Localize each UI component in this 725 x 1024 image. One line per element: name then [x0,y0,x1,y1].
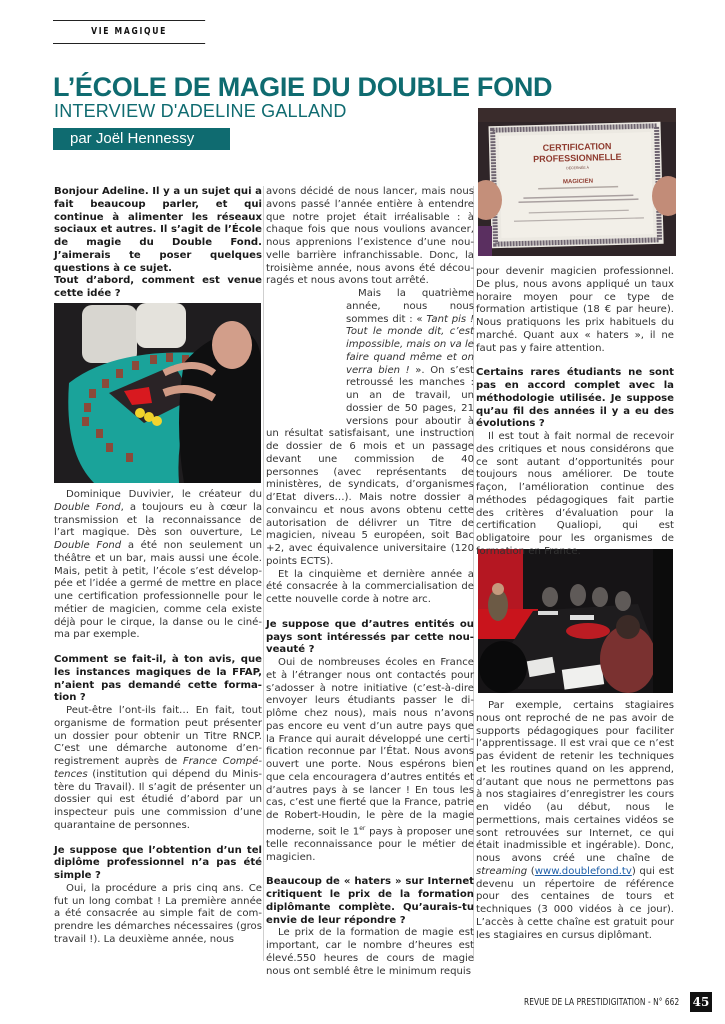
question-methodology: Certains rares étudiants ne sont pas en accord complet avec la méthodologie utilisée. Je suppose qu’au fil des années il y a eu des évolutions ? [476,367,674,430]
text-run: ( [527,865,535,877]
question-ffap: Comment se fait-il, à ton avis, que les instances magiques de la FFAP, n’aient pas demandé cette formation ? [54,654,262,704]
question-intro: Bonjour Adeline. Il y a un sujet qui a fait beaucoup parler, et qui continue à alimenter les réseaux sociaux et autres. Il s’agit de l’École de magie du Double Fond. J’aimerais te poser quelques questions à ce sujet. [54,186,262,274]
answer-diploma-part1: Oui, la procédure a pris cinq ans. Ce fut un long combat ! La première année a été consacrée au simple fait de comprendre les démarches nécessaires (gros travail !). La deuxième année, nous [54,882,262,945]
answer-haters-part2: pour devenir magicien professionnel. De plus, nous avons appliqué un taux horaire moyen pour ce type de formation artistique (18 € par heure). Nous pratiquons les prix habituels du marché. Quant aux « haters », il ne faut pas y faire attention. [476,266,674,354]
text-run: (institution qui dépend du Ministère du Travail). Il s’agit de présenter un dossier qui est étudié d’abord par un inspecteur puis une commission d’une quarantaine de personnes. [54,768,262,831]
column-3-body-bottom [476,700,674,942]
classroom-illustration [478,549,673,693]
answer-diploma-part2: avons décidé de nous lancer, mais nous avons passé l’année entière à entendre que notre projet était irréalisable : à chaque fois que nous voulions avancer, nous apprenions l’existence d’une nouvelle barrière infranchissable. Donc, la troisième année, nous avons été découragés et nous avons tout arrêté. [266,186,474,287]
text-run: ». On s’est retroussé les manches : un an de travail, un dossier de 50 pages, 21 versions pour aboutir à un résultat satisfaisant, une instruction de dossier de 6 mois et un passage devant une commission de 40 personnes (avec représentants de ministères, de syndicats, d’organismes d’Etat divers…). Mais notre dossier a convaincu et nous avons obtenu cette autorisation de délivrer un Titre de magicien, niveau 5 européen, soit Bac +2, avec équivalence universitaire (120 points ECTS). [266,364,474,567]
section-tag: VIE MAGIQUE [53,20,205,44]
cert-line-3: DÉCERNÉE À [566,165,590,171]
text-run: Oui de nombreuses écoles en France et à l’étranger nous ont contactés pour s’adosser à notre initiative (c’est-à-dire envoyer leurs étudiants passer le diplôme chez nous), mais nous n’avons pas encore eu vent d’un autre pays que la France qui aurait développé une certification reconnue par l’État. Nous avons ouvert une porte. Nous espérons bien que cela encouragera d’autres entités et d’autres pays à se lancer ! En tous les cas, c’est une fierté que la France, patrie de Robert-Houdin, le père de la magie moderne, soit le 1 [266,657,474,838]
publication-footer: REVUE DE LA PRESTIDIGITATION - N° 662 [524,997,680,1008]
column-divider [263,186,264,961]
answer-methodology-example [476,700,674,942]
text-run: pays à proposer une telle reconnaissance pour le métier de magicien. [266,826,475,863]
text-run-italic: Double Fond [54,540,122,551]
answer-origin [54,489,262,642]
text-run-italic: Tant pis ! Tout le monde dit, c’est impossible, mais on va le faire quand même et on verra bien ! [346,313,474,376]
text-run: Dominique Duvivier, le créateur du [66,489,262,500]
answer-methodology: Il est tout à fait normal de recevoir des critiques et nous considérons que ce sont autant d’opportunités pour toujours nous améliorer. De toute façon, l’amélioration continue des méthodes pédagogiques fait partie des critères d’évaluation pour la certification Qualiopi, qui est obligatoire pour les organismes de formation en France. [476,431,674,557]
column-3-body-top [476,266,674,559]
text-run: Peut-être l’ont-ils fait… En fait, tout organisme de formation peut présenter un dossier pour obtenir un Titre RNCP. C’est une démarche autonome d’enregistrement auprès de [54,705,262,767]
text-run-italic: Double Fond [54,501,121,513]
text-run: Mais la quatrième année, nous nous sommes dit : « [346,288,474,325]
page-number: 45 [690,992,712,1012]
author-byline: par Joël Hennessy [53,128,230,150]
text-run: a été non seulement un théâtre et un bar, mais aussi une école. Mais, petit à petit, l’école s’est développée et l’idée a germé de mettre en place une certification professionnelle pour le métier de magicien, comme cela existe déjà pour le cirque, la danse ou le cinéma par exemple. [54,540,262,641]
column-2-body [266,186,474,978]
text-run: , a toujours eu à cœur la transmission et la reconnaissance de l’art magique. Dès son ouverture, Le [54,501,263,539]
superscript: er [359,824,366,832]
question-diploma: Je suppose que l’obtention d’un tel diplôme professionnel n’a pas été simple ? [54,844,262,881]
cert-line-2: PROFESSIONNELLE [532,151,622,165]
certificate-illustration [478,108,676,256]
question-origin: Tout d’abord, comment est venue cette idée ? [54,275,262,299]
answer-haters-part1: Le prix de la formation de magie est important, car le nombre d’heures est élevé.550 heures de cours de magie nous ont semblé être le minimum requis [266,927,474,977]
cert-line-1: CERTIFICATION [542,141,612,153]
image-wrap-spacer [266,288,346,420]
column-1-body [54,489,262,947]
cert-line-4: MAGICIEN [562,178,594,186]
article-title: L’ÉCOLE DE MAGIE DU DOUBLE FOND [53,72,553,102]
answer-ffap [54,705,262,833]
text-run-italic: streaming [476,865,528,877]
text-run-italic: France Compétences [54,756,263,780]
certificate-photo [478,108,676,256]
answer-diploma-part4: Et la cinquième et dernière année a été consacrée à la commercialisation de cette nouvelle corde à notre arc. [266,568,474,605]
column-1-intro [54,186,262,301]
doublefond-tv-link[interactable]: www.doublefond.tv [534,865,632,877]
text-run: Par exemple, certains stagiaires nous ont reproché de ne pas avoir de supports pédagogiques pour faciliter l’apprentissage. Il est vrai que ce n’est pas évident de retenir les techniques et les routines quand on les apprend, d’autant que nous ne permettons pas à nos stagiaires d’enregistrer les cours en vidéo (au début, nous le permettions, mais certaines vidéos se sont retrouvées sur Internet, ce qui était inadmissible et ingérable). Donc, nous avons créé une chaîne de [476,700,674,864]
answer-other-countries [266,657,474,864]
magic-table-illustration [54,303,261,483]
question-haters: Beaucoup de « haters » sur Internet critiquent le prix de la formation diplômante complète. Qu’aurais-tu envie de leur répondre ? [266,876,474,926]
classroom-photo [478,549,673,693]
article-subtitle: INTERVIEW D'ADELINE GALLAND [54,101,347,121]
text-run: ) qui est devenu un répertoire de référence pour des centaines de tours et techniques (3 000 vidéos à ce jour). L’accès à cette chaîne est gratuit pour les stagiaires en cursus diplômant. [476,865,674,941]
question-other-countries: Je suppose que d’autres entités ou pays sont intéressés par cette nouveauté ? [266,618,474,656]
magic-table-photo [54,303,261,483]
